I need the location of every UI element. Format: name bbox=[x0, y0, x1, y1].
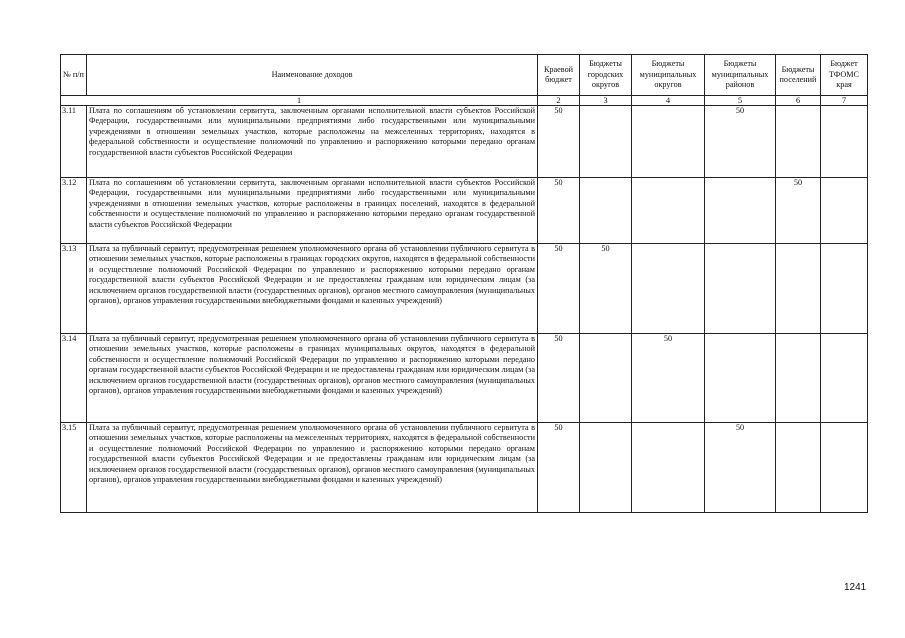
city-districts-value bbox=[580, 178, 632, 244]
regional-value: 50 bbox=[538, 423, 580, 513]
municipal-districts-value: 50 bbox=[632, 334, 705, 423]
municipal-districts-value bbox=[632, 244, 705, 334]
column-number-2: 2 bbox=[538, 96, 580, 106]
city-districts-value bbox=[580, 423, 632, 513]
tfoms-value bbox=[821, 334, 868, 423]
column-number-5: 5 bbox=[705, 96, 776, 106]
municipal-areas-value bbox=[705, 178, 776, 244]
table-row bbox=[61, 423, 868, 513]
regional-value: 50 bbox=[538, 106, 580, 178]
header-tfoms-budget: Бюджет ТФОМС края bbox=[821, 55, 868, 96]
settlements-value bbox=[776, 244, 821, 334]
regional-value: 50 bbox=[538, 244, 580, 334]
header-city-districts-budgets: Бюджеты городских округов bbox=[580, 55, 632, 96]
header-settlements-budgets: Бюджеты поселений bbox=[776, 55, 821, 96]
column-number-7: 7 bbox=[821, 96, 868, 106]
page-number: 1241 bbox=[844, 582, 867, 593]
revenue-name: Плата по соглашениям об установлении сервитута, заключенным органами исполнительной власти субъектов Российской Федерации, государственными или муниципальными предприятиями либо государственными или муниципальными учреждениями в отношении земельных участков, которые расположены в границах поселений, находятся в федеральной собственности и осуществление полномочий по управлению и распоряжению которыми передано органам государственной власти субъектов Российской Федерации bbox=[87, 178, 538, 244]
settlements-value bbox=[776, 423, 821, 513]
header-number: № п/п bbox=[61, 55, 87, 96]
tfoms-value bbox=[821, 244, 868, 334]
tfoms-value bbox=[821, 178, 868, 244]
table-row bbox=[61, 334, 868, 423]
row-number: 3.12 bbox=[61, 178, 87, 244]
municipal-districts-value bbox=[632, 423, 705, 513]
regional-value: 50 bbox=[538, 334, 580, 423]
header-municipal-districts-budgets: Бюджеты муниципальных округов bbox=[632, 55, 705, 96]
municipal-areas-value: 50 bbox=[705, 423, 776, 513]
table-row bbox=[61, 244, 868, 334]
city-districts-value: 50 bbox=[580, 244, 632, 334]
column-number-4: 4 bbox=[632, 96, 705, 106]
tfoms-value bbox=[821, 423, 868, 513]
city-districts-value bbox=[580, 334, 632, 423]
revenue-name: Плата за публичный сервитут, предусмотренная решением уполномоченного органа об установлении публичного сервитута в отношении земельных участков, которые расположены на межселенных территориях, находятся в федеральной собственности и осуществление полномочий Российской Федерации по управлению и распоряжению которыми передано органам государственной власти субъектов Российской Федерации и не предоставлены гражданам или юридическим лицам (за исключением органов государственной власти (государственных органов), органов местного самоуправления (муниципальных органов), органов управления государственными внебюджетными фондами и казенных учреждений) bbox=[87, 423, 538, 513]
row-number: 3.13 bbox=[61, 244, 87, 334]
municipal-districts-value bbox=[632, 106, 705, 178]
column-number-3: 3 bbox=[580, 96, 632, 106]
municipal-areas-value: 50 bbox=[705, 106, 776, 178]
city-districts-value bbox=[580, 106, 632, 178]
revenue-distribution-table bbox=[60, 54, 868, 513]
revenue-name: Плата за публичный сервитут, предусмотренная решением уполномоченного органа об установлении публичного сервитута в отношении земельных участков, которые расположены в границах муниципальных округов, находятся в федеральной собственности и осуществление полномочий Российской Федерации по управлению и распоряжению которыми передано органам государственной власти субъектов Российской Федерации и не предоставлены гражданам или юридическим лицам (за исключением органов государственной власти (государственных органов), органов местного самоуправления (муниципальных органов), органов управления государственными внебюджетными фондами и казенных учреждений) bbox=[87, 334, 538, 423]
tfoms-value bbox=[821, 106, 868, 178]
municipal-areas-value bbox=[705, 334, 776, 423]
column-number-6: 6 bbox=[776, 96, 821, 106]
revenue-name: Плата по соглашениям об установлении сервитута, заключенным органами исполнительной власти субъектов Российской Федерации, государственными или муниципальными предприятиями либо государственными или муниципальными учреждениями в отношении земельных участков, которые расположены на межселенных территориях, находятся в федеральной собственности и осуществление полномочий по управлению и распоряжению которыми передано органам государственной власти субъектов Российской Федерации bbox=[87, 106, 538, 178]
table-row bbox=[61, 106, 868, 178]
row-number: 3.15 bbox=[61, 423, 87, 513]
header-municipal-areas-budgets: Бюджеты муниципальных районов bbox=[705, 55, 776, 96]
settlements-value bbox=[776, 334, 821, 423]
revenue-name: Плата за публичный сервитут, предусмотренная решением уполномоченного органа об установлении публичного сервитута в отношении земельных участков, которые расположены в границах городских округов, находятся в федеральной собственности и осуществление полномочий Российской Федерации по управлению и распоряжению которыми передано органам государственной власти субъектов Российской Федерации и не предоставлены гражданам или юридическим лицам (за исключением органов государственной власти (государственных органов), органов местного самоуправления (муниципальных органов), органов управления государственными внебюджетными фондами и казенных учреждений) bbox=[87, 244, 538, 334]
header-regional-budget: Краевой бюджет bbox=[538, 55, 580, 96]
settlements-value: 50 bbox=[776, 178, 821, 244]
table-row bbox=[61, 178, 868, 244]
regional-value: 50 bbox=[538, 178, 580, 244]
header-revenue-name: Наименование доходов bbox=[87, 55, 538, 96]
municipal-districts-value bbox=[632, 178, 705, 244]
row-number: 3.11 bbox=[61, 106, 87, 178]
settlements-value bbox=[776, 106, 821, 178]
municipal-areas-value bbox=[705, 244, 776, 334]
row-number: 3.14 bbox=[61, 334, 87, 423]
column-number-1: 1 bbox=[61, 96, 538, 106]
